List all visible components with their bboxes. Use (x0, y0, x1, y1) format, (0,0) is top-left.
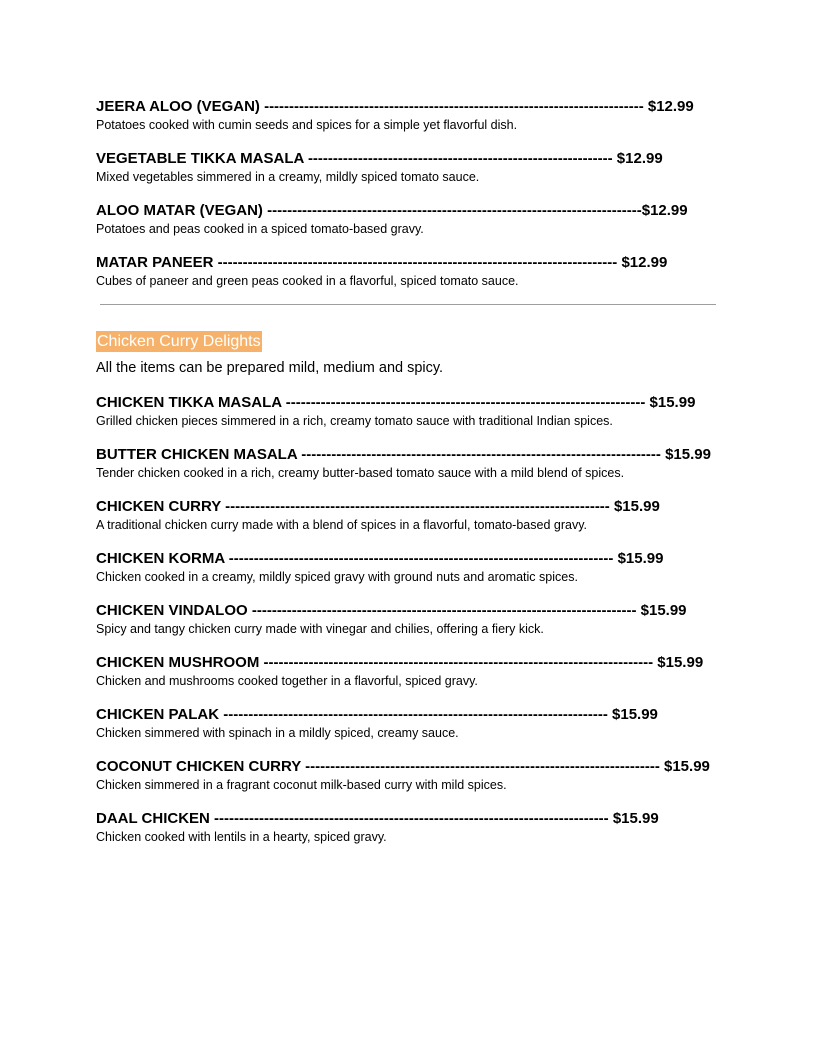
menu-page (96, 96, 720, 860)
menu-item (96, 392, 720, 429)
menu-item-title: BUTTER CHICKEN MASALA ------------------------------------------------------------------------ $15.99 (96, 446, 711, 463)
menu-item-title: DAAL CHICKEN ------------------------------------------------------------------------------- $15.99 (96, 810, 659, 827)
menu-item-description: Chicken simmered in a fragrant coconut milk-based curry with mild spices. (96, 778, 507, 792)
menu-item (96, 548, 720, 585)
menu-item-title: CHICKEN CURRY ----------------------------------------------------------------------------- $15.99 (96, 498, 660, 515)
menu-item (96, 252, 720, 289)
menu-item (96, 200, 720, 237)
menu-item-title: MATAR PANEER -------------------------------------------------------------------------------- $12.99 (96, 254, 668, 271)
menu-item (96, 148, 720, 185)
chicken-section (96, 331, 720, 845)
menu-item (96, 96, 720, 133)
menu-item-description: Cubes of paneer and green peas cooked in a flavorful, spiced tomato sauce. (96, 274, 519, 288)
menu-item-description: Mixed vegetables simmered in a creamy, mildly spiced tomato sauce. (96, 170, 480, 184)
menu-item-title: COCONUT CHICKEN CURRY ----------------------------------------------------------------------- $15.99 (96, 758, 710, 775)
menu-item-title: CHICKEN TIKKA MASALA ------------------------------------------------------------------------ $15.99 (96, 394, 696, 411)
section-heading: Chicken Curry Delights (97, 333, 261, 350)
section-note: All the items can be prepared mild, medium and spicy. (96, 360, 444, 376)
menu-item (96, 808, 720, 845)
menu-item-title: CHICKEN MUSHROOM ------------------------------------------------------------------------------ $15.99 (96, 654, 704, 671)
menu-item-title: VEGETABLE TIKKA MASALA ------------------------------------------------------------- $12.99 (96, 150, 663, 167)
menu-item-title: JEERA ALOO (VEGAN) ---------------------------------------------------------------------------- $12.99 (96, 98, 694, 115)
menu-item-description: Tender chicken cooked in a rich, creamy butter-based tomato sauce with a mild blend of spices. (96, 466, 625, 480)
menu-item-description: Chicken cooked in a creamy, mildly spiced gravy with ground nuts and aromatic spices. (96, 570, 578, 584)
menu-item (96, 496, 720, 533)
menu-item-description: Chicken cooked with lentils in a hearty, spiced gravy. (96, 830, 387, 844)
menu-item-description: Chicken simmered with spinach in a mildly spiced, creamy sauce. (96, 726, 459, 740)
menu-item-description: Potatoes cooked with cumin seeds and spices for a simple yet flavorful dish. (96, 118, 518, 132)
menu-item-description: Grilled chicken pieces simmered in a rich, creamy tomato sauce with traditional Indian spices. (96, 414, 613, 428)
menu-item (96, 652, 720, 689)
menu-item-title: CHICKEN KORMA ----------------------------------------------------------------------------- $15.99 (96, 550, 664, 567)
menu-item-description: A traditional chicken curry made with a blend of spices in a flavorful, tomato-based gravy. (96, 518, 587, 532)
menu-item-description: Spicy and tangy chicken curry made with vinegar and chilies, offering a fiery kick. (96, 622, 544, 636)
menu-item (96, 600, 720, 637)
menu-item-description: Potatoes and peas cooked in a spiced tomato-based gravy. (96, 222, 424, 236)
menu-item-title: CHICKEN VINDALOO ----------------------------------------------------------------------------- $15.99 (96, 602, 687, 619)
menu-item-description: Chicken and mushrooms cooked together in a flavorful, spiced gravy. (96, 674, 478, 688)
menu-item-title: CHICKEN PALAK ----------------------------------------------------------------------------- $15.99 (96, 706, 658, 723)
menu-item (96, 704, 720, 741)
section-divider (100, 304, 716, 305)
menu-item-title: ALOO MATAR (VEGAN) ---------------------------------------------------------------------------$12.99 (96, 202, 688, 219)
menu-item (96, 444, 720, 481)
menu-item (96, 756, 720, 793)
